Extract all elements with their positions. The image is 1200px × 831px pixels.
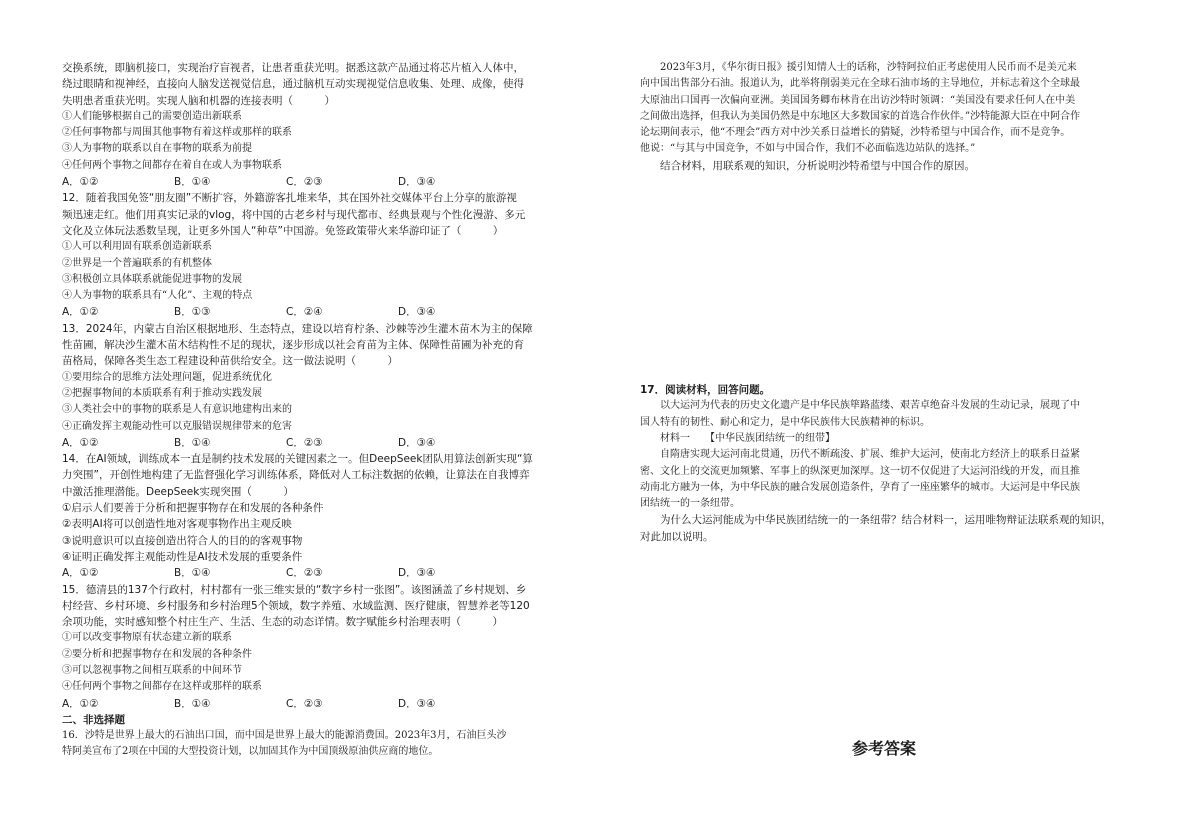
- q11-stem-line: 绕过眼睛和视神经，直接向人脑发送视觉信息，通过脑机互动实现视觉信息收集、处理、成像，使得: [62, 78, 524, 91]
- q14-options: [62, 565, 582, 581]
- q11-stem-line: 失明患者重获光明。实现人脑和机器的连接表明（ ）: [62, 94, 335, 107]
- q12-options: [62, 304, 582, 320]
- option-c: C．②③: [286, 176, 323, 189]
- option-a: A．①②: [62, 697, 99, 710]
- q17-material-line: 密、文化上的交流更加频繁、军事上的纵深更加深厚。这一切不仅促进了大运河沿线的开发，而且推: [640, 465, 1080, 477]
- q17-material-line: 自隋唐实现大运河南北贯通，历代不断疏浚、扩展、维护大运河，使南北方经济上的联系日益紧: [660, 449, 1080, 461]
- q15-item: ①可以改变事物原有状态建立新的联系: [62, 632, 232, 644]
- q16-material: [640, 60, 1140, 174]
- q13-item: ②把握事物间的本质联系有利于推动实践发展: [62, 387, 262, 399]
- q16-material-line: 2023年3月，《华尔街日报》援引知情人士的话称，沙特阿拉伯正考虑使用人民币而不是美元来: [660, 62, 1077, 73]
- q14-item: ③说明意识可以直接创造出符合人的目的的客观事物: [62, 534, 303, 547]
- q11-stem-line: 交换系统，即脑机接口，实现治疗盲视者，让患者重获光明。据悉这款产品通过将芯片植入人体中，: [62, 62, 524, 74]
- option-d: D．③④: [398, 567, 436, 580]
- option-c: C．②③: [286, 567, 323, 580]
- q16-material-line: 大原油出口国再一次偏向亚洲。美国国务卿布林肯在出访沙特时领调：“美国没有要求任何人在中美: [640, 94, 1076, 106]
- option-d: D．③④: [398, 697, 436, 710]
- q16-material-line: 他说：“与其与中国竞争，不如与中国合作，我们不必面临选边站队的选择。”: [640, 143, 976, 155]
- question-17: [640, 382, 1140, 545]
- q13-stem-line: 13．2024年，内蒙古自治区根据地形、生态特点，建设以培育柠条、沙棘等沙生灌木苗木为主的保障: [62, 322, 533, 335]
- q16-material-line: 之间做出选择，但我认为美国仍然是中东地区大多数国家的首选合作伙伴。”沙特能源大臣在中阿合作: [640, 110, 1081, 122]
- q17-material-line: 动南北方融为一体，为中华民族的融合发展创造条件，孕育了一座座繁华的城市。大运河是中华民族: [640, 481, 1080, 493]
- q15-stem-line: 余项功能，实时感知整个村庄生产、生活、生态的动态详情。数字赋能乡村治理表明（ ）: [62, 616, 503, 629]
- question-15: [62, 582, 582, 712]
- option-a: A．①②: [62, 176, 99, 189]
- q14-stem-line: 14．在AI领域，训练成本一直是制约技术发展的关键因素之一。但DeepSeek团队用算法创新实现“算: [62, 453, 533, 466]
- q17-intro-line: 以大运河为代表的历史文化遗产是中华民族筚路蓝缕、艰苦卓绝奋斗发展的生动记录，展现了中: [660, 400, 1080, 412]
- question-13: [62, 321, 582, 451]
- q11-item: ④任何两个事物之间都存在着自在或人为事物联系: [62, 159, 282, 171]
- q15-stem-line: 村经营、乡村环境、乡村服务和乡村治理5个领域，数字养殖、水域监测、医疗健康，智慧养老等120: [62, 599, 530, 612]
- q11-item: ③人为事物的联系以自在事物的联系为前提: [62, 143, 252, 155]
- question-12: [62, 190, 582, 320]
- q16-question: 结合材料，用联系观的知识，分析说明沙特希望与中国合作的原因。: [660, 159, 975, 172]
- q17-question-line: 为什么大运河能成为中华民族团结统一的一条纽带？结合材料一，运用唯物辩证法联系观的知识，: [660, 514, 1112, 527]
- q17-title: 17．阅读材料，回答问题。: [640, 384, 771, 397]
- q14-item: ②表明AI将可以创造性地对客观事物作出主观反映: [62, 518, 292, 531]
- q11-item: ①人们能够根据自己的需要创造出新联系: [62, 110, 242, 122]
- q12-item: ④人为事物的联系具有“人化”、主观的特点: [62, 290, 253, 302]
- q11-item: ②任何事物都与周围其他事物有着这样或那样的联系: [62, 127, 292, 139]
- right-column: [640, 60, 1140, 545]
- q13-item: ③人类社会中的事物的联系是人有意识地建构出来的: [62, 404, 292, 416]
- option-a: A．①②: [62, 567, 99, 580]
- left-column: [62, 60, 582, 761]
- option-b: B．①④: [174, 176, 211, 189]
- question-14: [62, 451, 582, 581]
- option-a: A．①②: [62, 436, 99, 449]
- q15-item: ③可以忽视事物之间相互联系的中间环节: [62, 664, 242, 676]
- q16-material-line: 论坛期间表示，他“不理会”西方对中沙关系日益增长的猜疑，沙特希望与中国合作，而不是竞争。: [640, 127, 1071, 139]
- q14-stem-line: 中激活推理潜能。DeepSeek实现突围（ ）: [62, 485, 294, 498]
- q13-options: [62, 435, 582, 451]
- q13-stem-line: 性苗圃，解决沙生灌木苗木结构性不足的现状，逐步形成以社会育苗为主体、保障性苗圃为补充的育: [62, 339, 524, 352]
- q12-item: ③积极创立具体联系就能促进事物的发展: [62, 273, 242, 285]
- q16-material-line: 向中国出售部分石油。报道认为，此举将削弱美元在全球石油市场的主导地位，并标志着这个全球最: [640, 78, 1080, 90]
- option-d: D．③④: [398, 306, 436, 319]
- q14-item: ①启示人们要善于分析和把握事物存在和发展的各种条件: [62, 502, 324, 515]
- q14-item: ④证明正确发挥主观能动性是AI技术发展的重要条件: [62, 550, 303, 563]
- q17-material-label: 材料一 【中华民族团结统一的纽带】: [660, 432, 835, 444]
- q12-stem-line: 频迅速走红。他们用真实记录的vlog，将中国的古老乡村与现代都市、经典景观与个性化漫游、多元: [62, 208, 526, 221]
- q15-options: [62, 696, 582, 712]
- answer-section-title: 参考答案: [852, 739, 917, 758]
- option-b: B．①④: [174, 567, 211, 580]
- option-d: D．③④: [398, 436, 436, 449]
- q15-item: ④任何两个事物之间都存在这样或那样的联系: [62, 681, 262, 693]
- q17-material-line: 团结统一的一条纽带。: [640, 498, 740, 510]
- option-b: B．①④: [174, 697, 211, 710]
- q12-stem-line: 12．随着我国免签“朋友圈”不断扩容，外籍游客扎堆来华，其在国外社交媒体平台上分享的旅游视: [62, 192, 517, 205]
- q15-stem-line: 15．德清县的137个行政村，村村都有一张三维实景的“数字乡村一张图”。该图涵盖了乡村规划、乡: [62, 583, 527, 596]
- question-11: [62, 60, 582, 190]
- option-d: D．③④: [398, 176, 436, 189]
- option-c: C．②③: [286, 697, 323, 710]
- q17-question-line: 对此加以说明。: [640, 530, 714, 543]
- q17-intro-line: 国人特有的韧性、耐心和定力，是中华民族伟大民族精神的标识。: [640, 416, 930, 428]
- q12-item: ②世界是一个普遍联系的有机整体: [62, 257, 212, 269]
- q16-stem-line: 16．沙特是世界上最大的石油出口国，而中国是世界上最大的能源消费国。2023年3月，石油巨头沙: [62, 730, 507, 742]
- option-b: B．①③: [174, 306, 211, 319]
- option-c: C．②④: [286, 306, 323, 319]
- q13-stem-line: 苗格局，保障各类生态工程建设种苗供给安全。这一做法说明（ ）: [62, 355, 398, 368]
- q15-item: ②要分析和把握事物存在和发展的各种条件: [62, 648, 252, 660]
- option-a: A．①②: [62, 306, 99, 319]
- option-b: B．①④: [174, 436, 211, 449]
- q12-stem-line: 文化及立体玩法悉数呈现，让更多外国人“种草”中国游。免签政策带火来华游印证了（ ）: [62, 224, 504, 237]
- q13-item: ④正确发挥主观能动性可以克服错误规律带来的危害: [62, 420, 292, 432]
- q11-options: [62, 174, 582, 190]
- section-heading: 二、非选择题: [62, 713, 125, 726]
- q13-item: ①要用综合的思维方法处理问题，促进系统优化: [62, 371, 272, 383]
- answer-space: [640, 174, 1140, 382]
- option-c: C．②③: [286, 436, 323, 449]
- q16-stem-line: 特阿美宣布了2项在中国的大型投资计划，以加固其作为中国顶级原油供应商的地位。: [62, 746, 439, 758]
- q14-stem-line: 力突围”，开创性地构建了无监督强化学习训练体系，降低对人工标注数据的依赖，让算法在自我博弈: [62, 469, 530, 482]
- q12-item: ①人可以利用固有联系创造新联系: [62, 241, 212, 253]
